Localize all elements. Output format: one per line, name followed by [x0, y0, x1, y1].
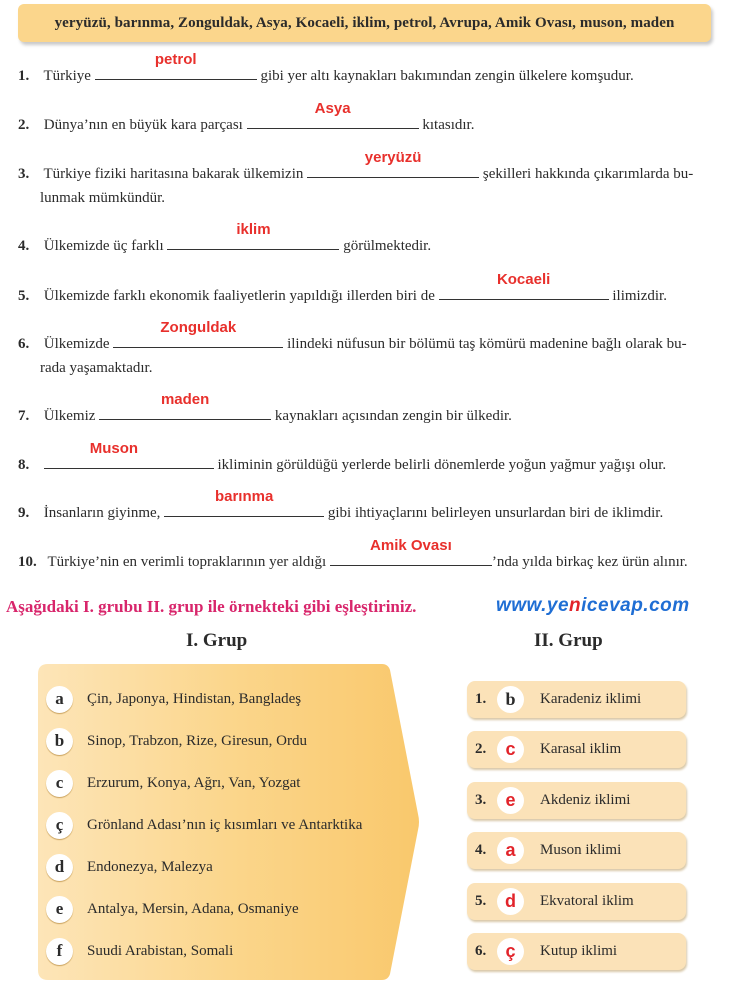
letter-circle: c — [46, 770, 73, 797]
letter-circle: e — [46, 896, 73, 923]
group-2-item: 6. ç Kutup iklimi — [467, 933, 686, 970]
question-9: 9. İnsanların giyinme, barınma gibi ihtiyaçlarını belirleyen unsurlardan biri de iklimdir. — [18, 499, 712, 525]
answer-blank[interactable] — [247, 100, 419, 129]
group-2-item: 3. e Akdeniz iklimi — [467, 782, 686, 819]
matching-instruction: Aşağıdaki I. grubu II. grup ile örnekteki gibi eşleştiriniz. — [6, 597, 417, 616]
answer-text: iklim — [236, 221, 271, 238]
answer-circle[interactable]: d — [497, 888, 524, 915]
letter-circle: ç — [46, 812, 73, 839]
group-2-item: 5. d Ekvatoral iklim — [467, 883, 686, 920]
answer-blank[interactable] — [95, 51, 257, 80]
answer-text: petrol — [154, 51, 197, 68]
group-1-item: b Sinop, Trabzon, Rize, Giresun, Ordu — [46, 726, 307, 756]
group-1-title: I. Grup — [186, 630, 248, 651]
answer-blank[interactable] — [439, 271, 609, 300]
group-1-item: ç Grönland Adası’nın iç kısımları ve Antarktika — [46, 810, 362, 840]
answer-circle[interactable]: a — [497, 837, 524, 864]
answer-circle[interactable]: ç — [497, 938, 524, 965]
answer-blank[interactable] — [307, 149, 479, 178]
group-2-item: 1. b Karadeniz iklimi — [467, 681, 686, 718]
letter-circle: d — [46, 854, 73, 881]
letter-circle: f — [46, 938, 73, 965]
answer-circle[interactable]: c — [497, 736, 524, 763]
answer-circle[interactable]: e — [497, 787, 524, 814]
question-6: 6. Ülkemizde Zonguldak ilindeki nüfusun bir bölümü taş kömürü madenine bağlı olarak bu- rada yaşamaktadır. — [18, 330, 712, 380]
question-8: 8. Muson ikliminin görüldüğü yerlerde belirli dönemlerde yoğun yağmur yağışı olur. — [18, 451, 712, 477]
question-2: 2. Dünya’nın en büyük kara parçası Asya kıtasıdır. — [18, 111, 712, 137]
website-link[interactable]: www.yenicevap.com — [496, 595, 690, 616]
answer-circle[interactable]: b — [497, 686, 524, 713]
question-7: 7. Ülkemiz maden kaynakları açısından zengin bir ülkedir. — [18, 402, 712, 428]
answer-text: barınma — [214, 488, 274, 505]
question-4: 4. Ülkemizde üç farklı iklim görülmektedir. — [18, 232, 712, 258]
letter-circle: b — [46, 728, 73, 755]
group-1-item: d Endonezya, Malezya — [46, 852, 213, 882]
question-5: 5. Ülkemizde farklı ekonomik faaliyetlerin yapıldığı illerden biri de Kocaeli ilimizdir. — [18, 282, 712, 308]
group-2-title: II. Grup — [534, 630, 603, 651]
answer-text: Zonguldak — [160, 319, 237, 336]
answer-text: yeryüzü — [364, 149, 422, 166]
question-1: 1. Türkiye petrol gibi yer altı kaynakları bakımından zengin ülkelere komşudur. — [18, 62, 712, 88]
group-1-item: c Erzurum, Konya, Ağrı, Van, Yozgat — [46, 768, 300, 798]
group-1-item: a Çin, Japonya, Hindistan, Bangladeş — [46, 684, 301, 714]
question-3: 3. Türkiye fiziki haritasına bakarak ülkemizin yeryüzü şekilleri hakkında çıkarımlarda bu- lunmak mümkündür. — [18, 160, 712, 210]
answer-text: maden — [160, 391, 210, 408]
word-bank — [18, 4, 711, 42]
answer-blank[interactable] — [44, 440, 214, 469]
question-10: 10. Türkiye’nin en verimli topraklarının yer aldığı Amik Ovası ’nda yılda birkaç kez ürün alınır. — [18, 548, 712, 574]
answer-blank[interactable] — [99, 391, 271, 420]
answer-blank[interactable] — [167, 221, 339, 250]
group-1-item: e Antalya, Mersin, Adana, Osmaniye — [46, 894, 299, 924]
answer-text: Asya — [314, 100, 351, 117]
word-bank-text: yeryüzü, barınma, Zonguldak, Asya, Kocaeli, iklim, petrol, Avrupa, Amik Ovası, muson, maden — [54, 14, 675, 31]
letter-circle: a — [46, 686, 73, 713]
answer-text: Muson — [89, 440, 139, 457]
answer-blank[interactable] — [330, 537, 492, 566]
answer-blank[interactable] — [113, 319, 283, 348]
answer-text: Amik Ovası — [370, 537, 452, 554]
group-2-item: 2. c Karasal iklim — [467, 731, 686, 768]
answer-text: Kocaeli — [496, 271, 551, 288]
group-1-item: f Suudi Arabistan, Somali — [46, 936, 233, 966]
answer-blank[interactable] — [164, 488, 324, 517]
group-2-item: 4. a Muson iklimi — [467, 832, 686, 869]
